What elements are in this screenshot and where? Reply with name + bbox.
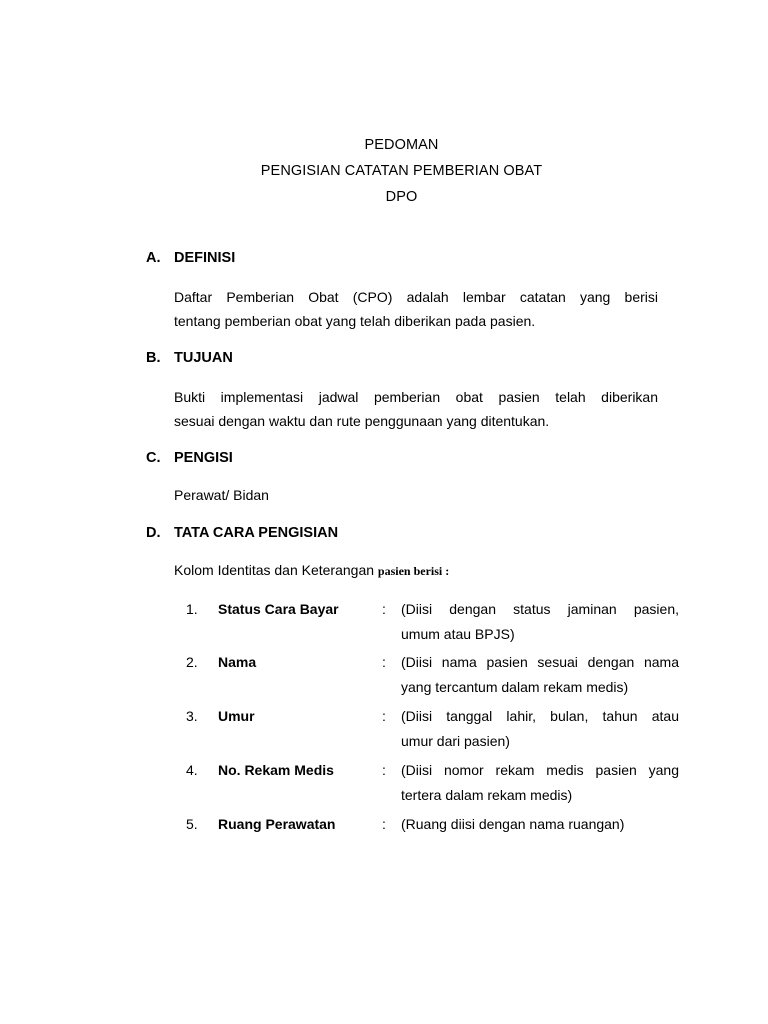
section-letter: A. <box>146 250 161 266</box>
description-line: umum atau BPJS) <box>401 626 515 642</box>
item-number: 2. <box>186 654 198 670</box>
description-line: yang tercantum dalam rekam medis) <box>401 679 629 695</box>
description-line: tertera dalam rekam medis) <box>401 787 573 803</box>
section-a-heading <box>146 250 235 266</box>
description-line: (Diisi tanggal lahir, bulan, tahun atau <box>401 708 679 724</box>
section-b-heading <box>146 350 233 366</box>
item-description <box>401 704 679 754</box>
paragraph-line: sesuai dengan waktu dan rute penggunaan yang ditentukan. <box>174 413 550 429</box>
item-colon: : <box>382 762 386 778</box>
section-title: TATA CARA PENGISIAN <box>174 525 339 541</box>
description-line: (Diisi nama pasien sesuai dengan nama <box>401 654 679 670</box>
intro-text: Kolom Identitas dan Keterangan <box>174 562 378 578</box>
document-subtitle: PENGISIAN CATATAN PEMBERIAN OBAT <box>260 163 543 179</box>
description-line: (Diisi dengan status jaminan pasien, <box>401 601 679 617</box>
description-line: (Ruang diisi dengan nama ruangan) <box>401 816 625 832</box>
section-b-paragraph <box>174 385 658 433</box>
list-item <box>0 654 768 704</box>
section-letter: D. <box>146 525 161 541</box>
list-item <box>0 762 768 812</box>
item-number: 3. <box>186 708 198 724</box>
item-label: No. Rekam Medis <box>218 762 334 778</box>
section-d-intro <box>174 562 449 579</box>
item-description <box>401 650 679 700</box>
item-description <box>401 812 679 837</box>
description-line: umur dari pasien) <box>401 733 510 749</box>
item-colon: : <box>382 654 386 670</box>
item-colon: : <box>382 601 386 617</box>
section-c-heading <box>146 450 233 466</box>
item-description <box>401 758 679 808</box>
section-letter: B. <box>146 350 161 366</box>
paragraph-line: Bukti implementasi jadwal pemberian obat pasien telah diberikan <box>174 389 658 405</box>
section-c-text: Perawat/ Bidan <box>174 487 269 503</box>
item-label: Status Cara Bayar <box>218 601 339 617</box>
description-line: (Diisi nomor rekam medis pasien yang <box>401 762 679 778</box>
item-label: Umur <box>218 708 255 724</box>
section-title: PENGISI <box>174 450 233 466</box>
list-item <box>0 601 768 651</box>
item-colon: : <box>382 816 386 832</box>
paragraph-line: Daftar Pemberian Obat (CPO) adalah lembar catatan yang berisi <box>174 289 658 305</box>
section-letter: C. <box>146 450 161 466</box>
section-title: DEFINISI <box>174 250 236 266</box>
paragraph-line: tentang pemberian obat yang telah diberikan pada pasien. <box>174 313 536 329</box>
item-description <box>401 597 679 647</box>
intro-bold-text: pasien berisi : <box>377 564 450 578</box>
section-title: TUJUAN <box>174 350 233 366</box>
item-colon: : <box>382 708 386 724</box>
section-d-heading <box>146 525 338 541</box>
list-item <box>0 816 768 866</box>
document-title: PEDOMAN <box>364 137 439 153</box>
section-a-paragraph <box>174 285 658 333</box>
document-code: DPO <box>385 189 418 205</box>
item-number: 1. <box>186 601 198 617</box>
item-number: 4. <box>186 762 198 778</box>
item-label: Nama <box>218 654 257 670</box>
item-label: Ruang Perawatan <box>218 816 336 832</box>
list-item <box>0 708 768 758</box>
item-number: 5. <box>186 816 198 832</box>
